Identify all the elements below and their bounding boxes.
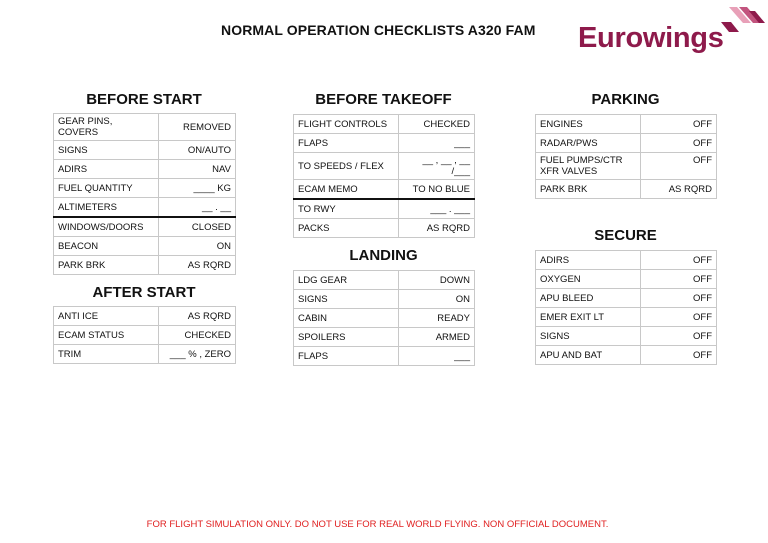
table-row bbox=[536, 346, 717, 365]
table-row bbox=[54, 256, 236, 275]
checklist-item: TO RWY bbox=[294, 199, 399, 219]
table-row bbox=[294, 309, 475, 328]
table-row bbox=[294, 290, 475, 309]
logo-wordmark: Eurowings bbox=[578, 22, 724, 54]
checklist-value: __ . __ bbox=[159, 198, 236, 218]
before-start-table bbox=[53, 113, 236, 275]
checklist-value: ARMED bbox=[399, 328, 475, 347]
checklist-value: OFF bbox=[641, 270, 717, 289]
checklist-item: TO SPEEDS / FLEX bbox=[294, 153, 399, 180]
checklist-value: __ , __ , __ /___ bbox=[399, 153, 475, 180]
checklist-item: FLAPS bbox=[294, 347, 399, 366]
checklist-value: AS RQRD bbox=[399, 219, 475, 238]
checklist-value: ____ KG bbox=[159, 179, 236, 198]
table-row bbox=[54, 160, 236, 179]
table-row bbox=[294, 134, 475, 153]
checklist-item-line: XFR VALVES bbox=[540, 166, 598, 177]
checklist-value: CLOSED bbox=[159, 217, 236, 237]
checklist-item: WINDOWS/DOORS bbox=[54, 217, 159, 237]
checklist-item: GEAR PINS, COVERS bbox=[54, 114, 159, 141]
table-row bbox=[536, 270, 717, 289]
checklist-value: AS RQRD bbox=[641, 180, 717, 199]
checklist-item: ECAM STATUS bbox=[54, 326, 159, 345]
checklist-item-line: FUEL PUMPS/CTR bbox=[540, 155, 623, 166]
table-row bbox=[294, 199, 475, 219]
table-row bbox=[536, 327, 717, 346]
table-row bbox=[536, 134, 717, 153]
checklist-item: CABIN bbox=[294, 309, 399, 328]
checklist-item: OXYGEN bbox=[536, 270, 641, 289]
checklist-value: AS RQRD bbox=[159, 307, 236, 326]
eurowings-logo bbox=[578, 6, 768, 56]
checklist-value: READY bbox=[399, 309, 475, 328]
logo-stripes-icon bbox=[721, 6, 767, 36]
checklist-value: CHECKED bbox=[399, 115, 475, 134]
table-row bbox=[54, 141, 236, 160]
disclaimer-footer: FOR FLIGHT SIMULATION ONLY. DO NOT USE FOR REAL WORLD FLYING. NON OFFICIAL DOCUMENT. bbox=[146, 519, 609, 530]
checklist-item: SIGNS bbox=[54, 141, 159, 160]
checklist-value: DOWN bbox=[399, 271, 475, 290]
after-start-table bbox=[53, 306, 236, 364]
section-title-before-takeoff: BEFORE TAKEOFF bbox=[315, 91, 452, 108]
checklist-value: OFF bbox=[641, 308, 717, 327]
checklist-item: BEACON bbox=[54, 237, 159, 256]
checklist-value: REMOVED bbox=[159, 114, 236, 141]
checklist-value: CHECKED bbox=[159, 326, 236, 345]
checklist-item: APU AND BAT bbox=[536, 346, 641, 365]
table-row bbox=[536, 180, 717, 199]
table-row bbox=[294, 347, 475, 366]
checklist-item: ADIRS bbox=[536, 251, 641, 270]
checklist-value: OFF bbox=[641, 153, 717, 180]
table-row bbox=[536, 251, 717, 270]
checklist-item: ECAM MEMO bbox=[294, 180, 399, 200]
checklist-item: ENGINES bbox=[536, 115, 641, 134]
checklist-item: TRIM bbox=[54, 345, 159, 364]
section-title-before-start: BEFORE START bbox=[86, 91, 202, 108]
checklist-item: ADIRS bbox=[54, 160, 159, 179]
checklist-value: ___ . ___ bbox=[399, 199, 475, 219]
section-title-secure: SECURE bbox=[594, 227, 657, 244]
table-row bbox=[536, 115, 717, 134]
checklist-item: ANTI ICE bbox=[54, 307, 159, 326]
secure-table bbox=[535, 250, 717, 365]
table-row bbox=[54, 217, 236, 237]
table-row bbox=[294, 219, 475, 238]
table-row bbox=[54, 114, 236, 141]
section-title-after-start: AFTER START bbox=[92, 284, 196, 301]
checklist-value: OFF bbox=[641, 289, 717, 308]
checklist-value: ON bbox=[159, 237, 236, 256]
table-row bbox=[294, 115, 475, 134]
checklist-value: NAV bbox=[159, 160, 236, 179]
checklist-item: PARK BRK bbox=[54, 256, 159, 275]
landing-table bbox=[293, 270, 475, 366]
table-row bbox=[54, 307, 236, 326]
checklist-item: RADAR/PWS bbox=[536, 134, 641, 153]
checklist-item: FLAPS bbox=[294, 134, 399, 153]
table-row bbox=[54, 237, 236, 256]
checklist-item: SIGNS bbox=[536, 327, 641, 346]
checklist-item: SPOILERS bbox=[294, 328, 399, 347]
checklist-value: OFF bbox=[641, 346, 717, 365]
checklist-value: ON/AUTO bbox=[159, 141, 236, 160]
section-title-landing: LANDING bbox=[349, 247, 418, 264]
checklist-value: OFF bbox=[641, 134, 717, 153]
checklist-value: AS RQRD bbox=[159, 256, 236, 275]
checklist-value: ___ bbox=[399, 134, 475, 153]
checklist-item: FLIGHT CONTROLS bbox=[294, 115, 399, 134]
checklist-item: PACKS bbox=[294, 219, 399, 238]
table-row bbox=[294, 153, 475, 180]
checklist-value: OFF bbox=[641, 251, 717, 270]
section-title-parking: PARKING bbox=[591, 91, 660, 108]
table-row bbox=[536, 289, 717, 308]
table-row bbox=[294, 271, 475, 290]
table-row bbox=[54, 326, 236, 345]
table-row bbox=[294, 328, 475, 347]
checklist-item: APU BLEED bbox=[536, 289, 641, 308]
checklist-item: PARK BRK bbox=[536, 180, 641, 199]
checklist-value: TO NO BLUE bbox=[399, 180, 475, 200]
checklist-value: ON bbox=[399, 290, 475, 309]
checklist-value: OFF bbox=[641, 115, 717, 134]
checklist-value: ___ % , ZERO bbox=[159, 345, 236, 364]
document-title: NORMAL OPERATION CHECKLISTS A320 FAM bbox=[221, 22, 536, 38]
checklist-item: FUEL QUANTITY bbox=[54, 179, 159, 198]
table-row bbox=[294, 180, 475, 200]
checklist-value: ___ bbox=[399, 347, 475, 366]
table-row bbox=[54, 179, 236, 198]
checklist-item bbox=[536, 153, 641, 180]
table-row bbox=[536, 153, 717, 180]
parking-table bbox=[535, 114, 717, 199]
table-row bbox=[54, 198, 236, 218]
checklist-item: LDG GEAR bbox=[294, 271, 399, 290]
checklist-item: SIGNS bbox=[294, 290, 399, 309]
checklist-value: OFF bbox=[641, 327, 717, 346]
checklist-item: ALTIMETERS bbox=[54, 198, 159, 218]
table-row bbox=[536, 308, 717, 327]
table-row bbox=[54, 345, 236, 364]
before-takeoff-table bbox=[293, 114, 475, 238]
checklist-item: EMER EXIT LT bbox=[536, 308, 641, 327]
